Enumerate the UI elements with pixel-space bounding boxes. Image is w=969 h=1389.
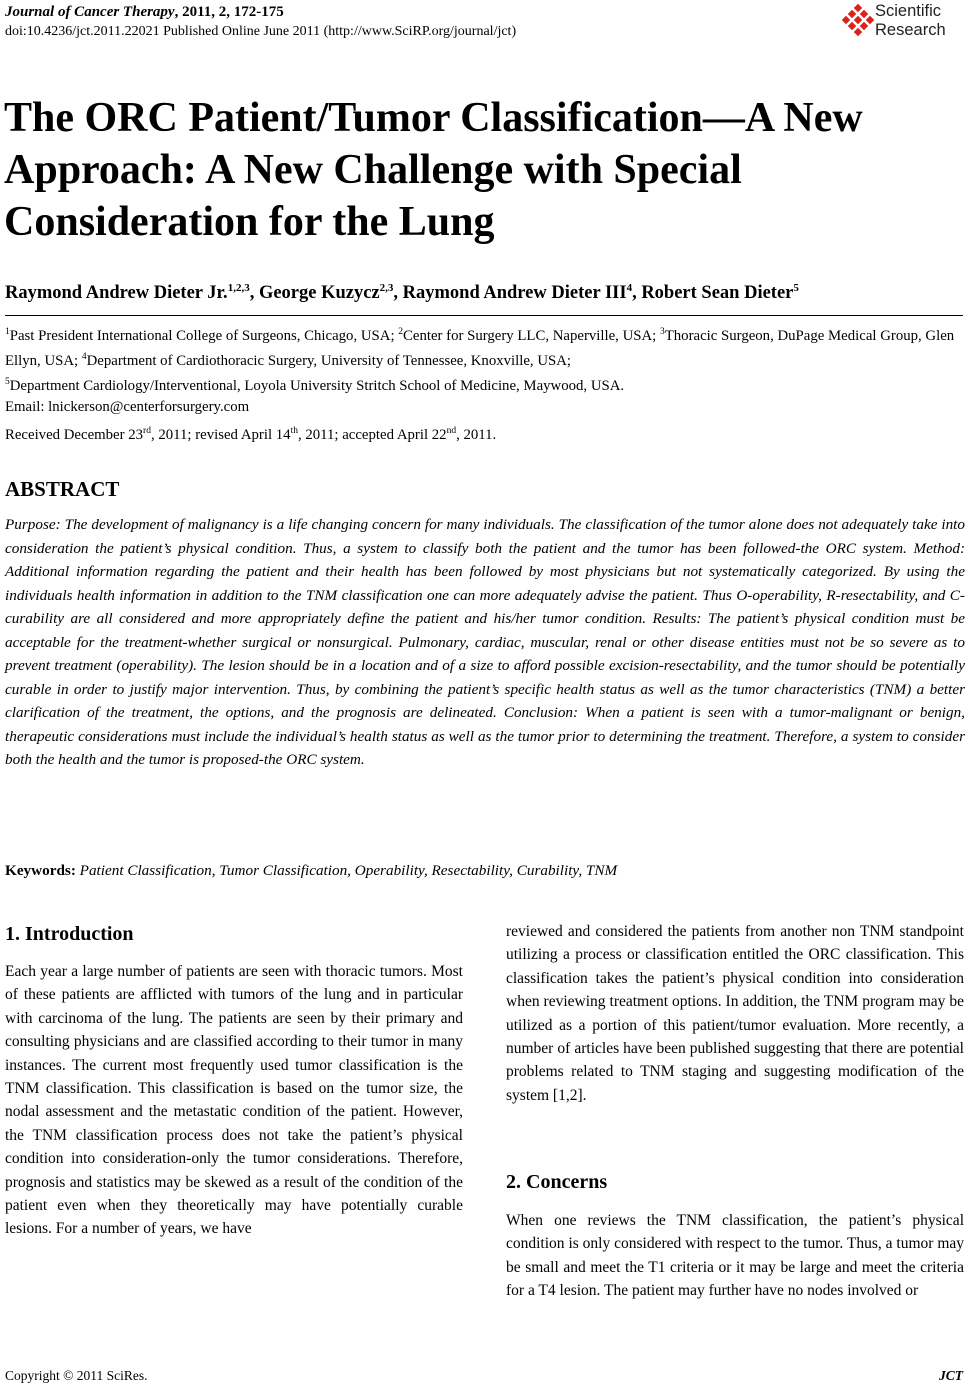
publisher-logo [842,2,967,42]
abstract-method: : Additional information regarding the patient and their health has been followed by most physicians but not systematically categorized. By using the individuals health information in addition to the TNM classification one can more adequately advise the patient. Thus O-operability, R-resectability, and C-curability are all considered and more appropriately define the patient and his/her tumor condition. [5,539,965,627]
affiliations: $^1$Past President International College of Surgeons, Chicago, USA; $^2$Center for Surgery LLC, Naperville, USA; $^3$Thoracic Surgeon, DuPage Medical Group, Glen Ellyn, USA; $^4$Department of Cardiothoracic Surgery, University of Tennessee, Knoxville, USA; $^5$Department Cardiology/Interventional, Loyola University Stritch School of Medicine, Maywood, USA. Email: lnickerson@centerforsurgery.com [5,327,955,415]
received-dates [5,426,496,444]
keywords [5,862,617,880]
section-heading-concerns: 2. Concerns [506,1171,608,1193]
abstract-purpose: : The development of malignancy is a life changing concern for many individuals. The classification of the tumor alone does not adequately take into consideration the patient’s physical condition. Thus, a system to classify both the patient and the tumor has been followed-the ORC system. [5,516,965,557]
abstract-heading: ABSTRACT [5,477,120,501]
author-sep: , [249,283,259,304]
affiliation-1: Past President International College of Surgeons, Chicago, USA; [9,327,399,344]
year-text: , 2011. [456,426,497,443]
author-affil-sup: 2,3 [379,282,394,294]
logo-text [875,2,946,40]
keywords-list: Patient Classification, Tumor Classification, Operability, Resectability, Curability, TNM [79,862,618,879]
logo-line-2: Research [875,21,946,39]
keywords-colon: : [70,862,80,879]
intro-paragraph-continued: reviewed and considered the patients from another non TNM standpoint utilizing a process or classification entitled the ORC classification. This classification takes the patient’s physical condition into consideration when reviewing treatment options. In addition, the TNM program may be utilized as a portion of this patient/tumor evaluation. More recently, a number of articles have been published suggesting that there are potential problems related to TNM staging and suggesting modification of the system [1,2]. [506,923,964,1104]
author-divider [5,315,963,316]
author-sep: , [632,283,642,304]
abstract-results: : The patient’s physical condition must be acceptable for the treatment-whether surgical or nonsurgical. Pulmonary, cardiac, muscular, renal or other disease entities must not be so severe as to prevent treatment (operability). The lesion should be in a location and of a size to afford possible excision-resectability, and the tumor should be potentially curable in order to justify major intervention. Thus, by combining the patient’s specific health status as well as the tumor characteristics (TNM) a better clarification of the treatment, the options, and the prognosis are delineated. [5,610,965,721]
affiliation-3: Thoracic Surgeon, DuPage Medical Group, Glen Ellyn, USA; [5,327,955,369]
footer-copyright: Copyright © 2011 SciRes. [5,1368,148,1383]
journal-citation [5,4,284,21]
author-name: George Kuzycz [258,283,380,304]
ordinal-sup: nd [446,426,457,436]
author-affil-sup: 5 [793,282,799,294]
accepted-text: , 2011; accepted April 22 [297,426,447,443]
contact-email: Email: lnickerson@centerforsurgery.com [5,398,250,415]
paper-title: The ORC Patient/Tumor Classification—A New Approach: A New Challenge with Special Consideration for the Lung [4,95,863,245]
ordinal-sup: th [290,426,298,436]
author-name: Raymond Andrew Dieter III [402,283,627,304]
ordinal-sup: rd [143,426,151,436]
logo-mark-icon [842,4,874,38]
keywords-label: Keywords [5,862,71,879]
affiliation-2: Center for Surgery LLC, Naperville, USA; [403,327,660,344]
section-heading-introduction: 1. Introduction [5,923,134,945]
intro-paragraph: Each year a large number of patients are seen with thoracic tumors. Most of these patients are afflicted with tumors of the lung and in particular with carcinoma of the lung. The patients are seen by their primary and consulting physicians and are classified according to their tumor in many instances. The current most frequently used tumor classification is the TNM classification. This classification is based on the tumor size, the nodal assessment and the metastatic condition of the patient. However, the TNM classification process does not take the patient’s physical condition into consideration-only the tumor considerations. Therefore, prognosis and statistics may be skewed as a result of the condition of the patient even when they theoretically may have potentially curable lesions. For a number of years, we have [5,963,463,1238]
abstract-conclusion: : When a patient is seen with a tumor-malignant or benign, therapeutic considerations must include the individual’s health status as well as the tumor prior to determining the treatment. Therefore, a system to consider both the health and the tumor is proposed-the ORC system. [5,704,965,768]
doi-line: doi:10.4236/jct.2011.22021 Published Online June 2011 (http://www.SciRP.org/journal/jct) [5,24,517,39]
abstract-purpose-label: Purpose [5,516,56,533]
concerns-column [506,1209,964,1303]
logo-line-1: Scientific [875,2,942,20]
journal-name: Journal of Cancer Therapy [5,4,175,20]
left-column [5,960,463,1241]
affiliation-5: Department Cardiology/Interventional, Loyola University Stritch School of Medicine, Maywood, USA. [9,377,625,394]
abstract-method-label: Method [913,539,960,557]
abstract-results-label: Results [652,610,697,627]
author-affil-sup: 1,2,3 [227,282,250,294]
abstract-conclusion-label: Conclusion [503,704,574,721]
author-list [5,282,799,304]
author-affil-sup: 4 [626,282,633,294]
affiliation-4: Department of Cardiothoracic Surgery, University of Tennessee, Knoxville, USA; [86,352,572,369]
footer-journal-abbr: JCT [938,1368,963,1383]
revised-text: , 2011; revised April 14 [150,426,291,443]
author-sep: , [393,283,403,304]
concerns-paragraph: When one reviews the TNM classification, the patient’s physical condition is only considered with respect to the tumor. Thus, a tumor may be small and meet the T1 criteria or it may be large and meet the criteria for a T4 lesion. The patient may further have no nodes involved or [506,1212,964,1300]
right-column [506,920,964,1107]
abstract-body [5,513,965,772]
journal-volume: , 2011, 2, 172-175 [174,4,284,20]
author-name: Raymond Andrew Dieter Jr. [5,283,228,304]
received-text: Received December 23 [5,426,144,443]
author-name: Robert Sean Dieter [641,283,794,304]
